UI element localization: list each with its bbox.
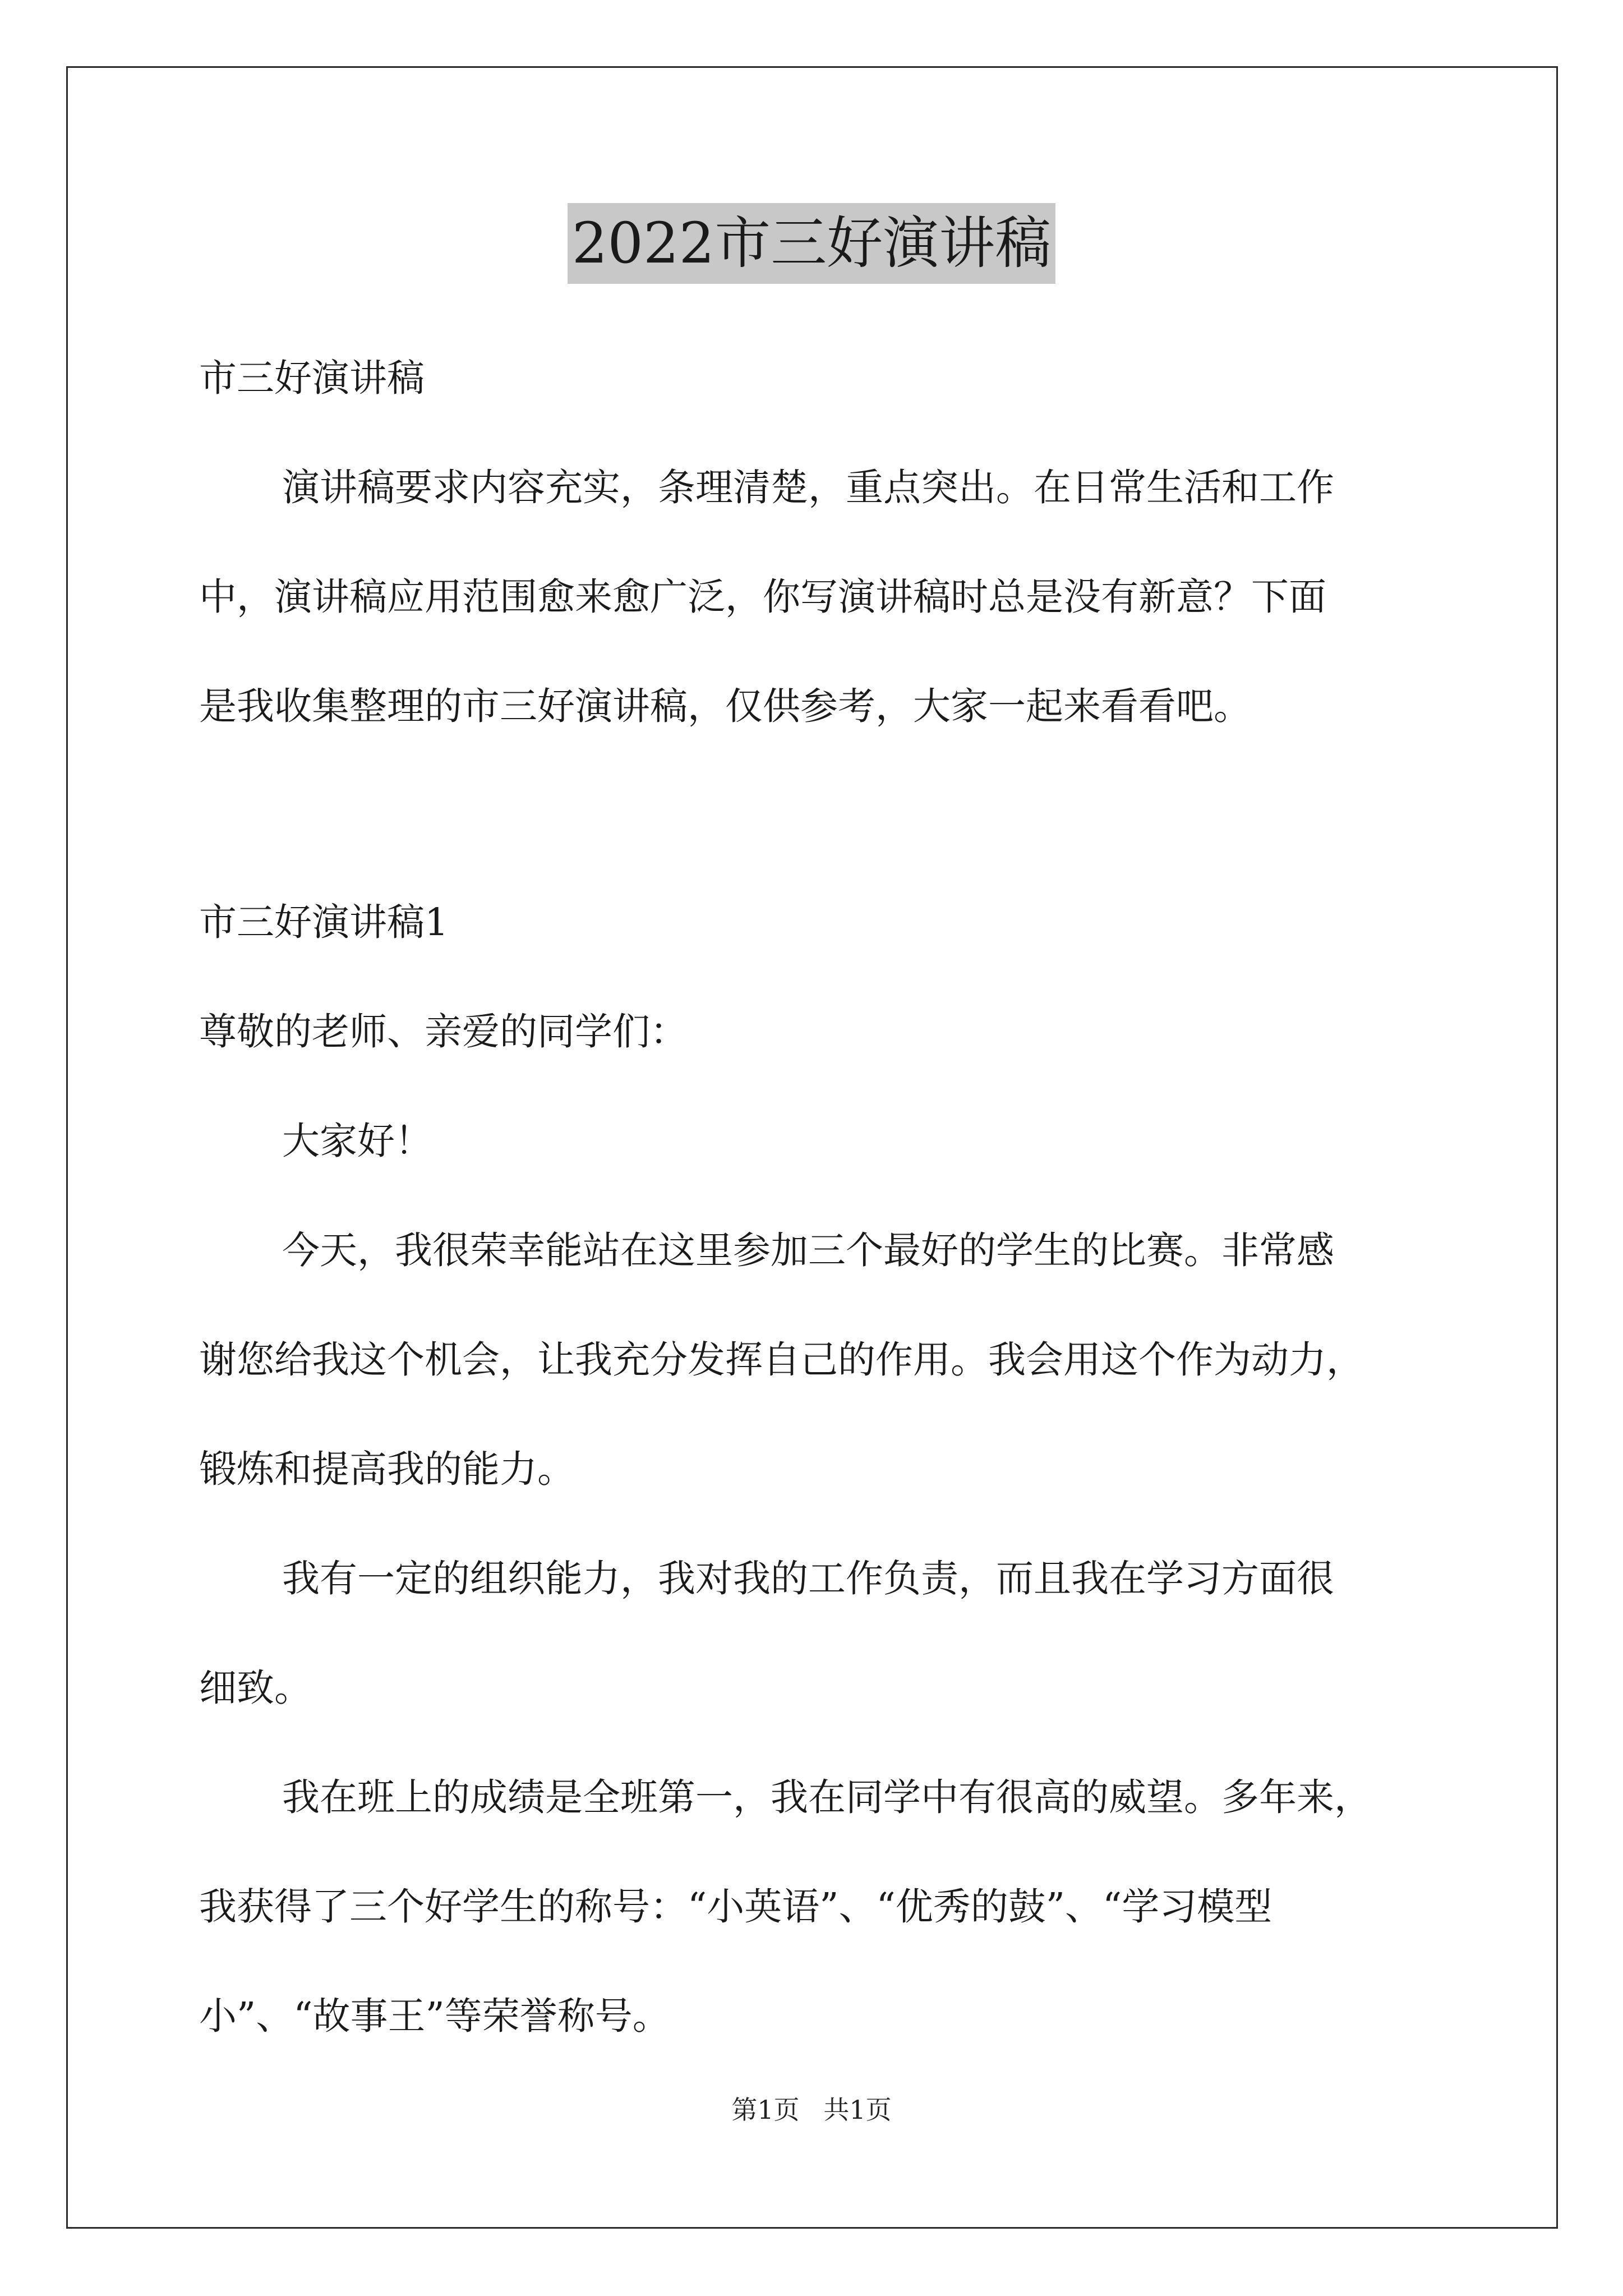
body-paragraph-line: 我有一定的组织能力，我对我的工作负责，而且我在学习方面很 <box>282 1557 1334 1600</box>
page-footer <box>0 2090 1623 2127</box>
salutation: 尊敬的老师、亲爱的同学们： <box>199 1010 688 1053</box>
body-paragraph-line: 小”、“故事王”等荣誉称号。 <box>199 1994 670 2038</box>
intro-paragraph-line: 中，演讲稿应用范围愈来愈广泛，你写演讲稿时总是没有新意？下面 <box>199 575 1326 619</box>
page-total: 共1页 <box>823 2095 892 2125</box>
body-paragraph-line: 我获得了三个好学生的称号：“小英语”、“优秀的鼓”、“学习模型 <box>199 1885 1272 1929</box>
page-number: 第1页 <box>731 2095 800 2125</box>
section-heading: 市三好演讲稿 <box>199 356 425 400</box>
document-body <box>199 337 1427 2084</box>
paragraph-gap <box>199 774 1427 881</box>
intro-paragraph-line: 是我收集整理的市三好演讲稿，仅供参考，大家一起来看看吧。 <box>199 684 1251 728</box>
greeting: 大家好！ <box>282 1119 432 1163</box>
speech-heading: 市三好演讲稿1 <box>199 900 449 944</box>
body-paragraph-line: 我在班上的成绩是全班第一，我在同学中有很高的威望。多年来， <box>282 1775 1372 1819</box>
body-paragraph-line: 细致。 <box>199 1666 312 1710</box>
body-paragraph-line: 锻炼和提高我的能力。 <box>199 1447 575 1491</box>
title-container <box>0 203 1623 284</box>
body-paragraph-line: 谢您给我这个机会，让我充分发挥自己的作用。我会用这个作为动力， <box>199 1338 1364 1382</box>
body-paragraph-line: 今天，我很荣幸能站在这里参加三个最好的学生的比赛。非常感 <box>282 1228 1334 1272</box>
intro-paragraph-line: 演讲稿要求内容充实，条理清楚，重点突出。在日常生活和工作 <box>282 466 1334 509</box>
document-title: 2022市三好演讲稿 <box>568 203 1056 284</box>
